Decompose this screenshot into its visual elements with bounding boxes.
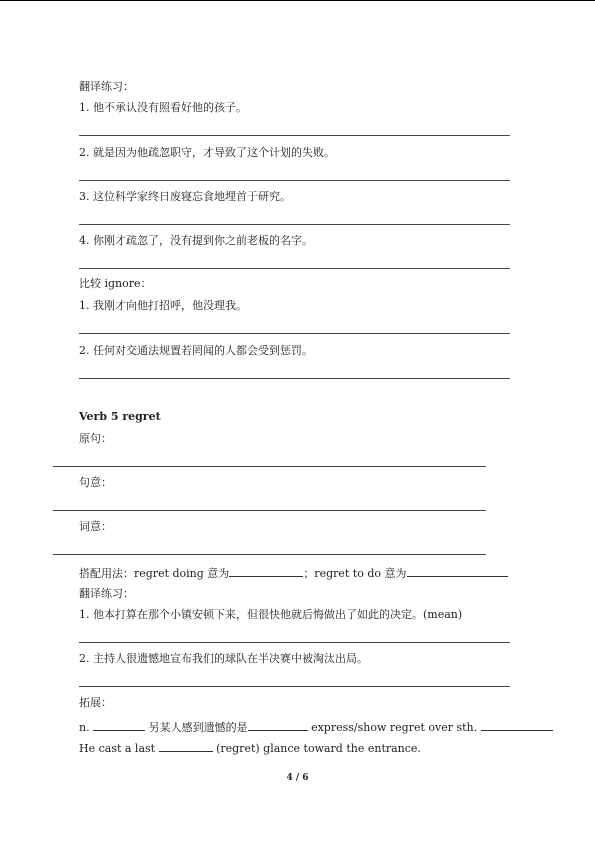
fill-blank[interactable] (481, 719, 553, 731)
section-title: Verb 5 regret (79, 410, 161, 423)
usage-line (79, 565, 508, 581)
answer-line[interactable] (79, 333, 510, 334)
ext-sentence-start: He cast a last (79, 742, 156, 755)
fill-blank[interactable] (159, 740, 213, 752)
top-rule (0, 0, 595, 1)
ext-sentence-end: (regret) glance toward the entrance. (216, 742, 421, 755)
exercise-item: 4. 你刚才疏忽了，没有提到你之前老板的名字。 (79, 234, 313, 247)
usage-prefix: 搭配用法：regret doing 意为 (79, 567, 230, 580)
extension-line-1 (79, 719, 553, 735)
extension-heading: 拓展： (79, 696, 112, 709)
answer-line[interactable] (79, 135, 510, 136)
fill-blank[interactable] (248, 719, 308, 731)
exercise-item: 2. 就是因为他疏忽职守，才导致了这个计划的失败。 (79, 146, 335, 159)
translation-heading: 翻译练习： (79, 80, 134, 93)
compare-item: 2. 任何对交通法规置若罔闻的人都会受到惩罚。 (79, 344, 313, 357)
compare-heading: 比较 ignore： (79, 277, 152, 290)
exercise-item: 3. 这位科学家终日废寝忘食地埋首于研究。 (79, 190, 291, 203)
answer-line[interactable] (79, 642, 510, 643)
answer-line[interactable] (79, 268, 510, 269)
translation-heading: 翻译练习： (79, 587, 134, 600)
original-sentence-label: 原句： (79, 432, 112, 445)
page-number: 4 / 6 (286, 773, 309, 783)
ext-noun-label: n. (79, 721, 90, 734)
ext-express: express/show regret over sth. (311, 721, 478, 734)
fill-blank[interactable] (93, 719, 145, 731)
answer-line[interactable] (79, 180, 510, 181)
ext-phrase: 另某人感到遗憾的是 (148, 721, 248, 734)
fill-blank[interactable] (229, 565, 303, 577)
answer-line[interactable] (79, 686, 510, 687)
exercise-item: 1. 他本打算在那个小镇安顿下来，但很快他就后悔做出了如此的决定。(mean) (79, 608, 463, 621)
exercise-item: 1. 他不承认没有照看好他的孩子。 (79, 101, 247, 114)
answer-line[interactable] (53, 554, 486, 555)
sentence-meaning-label: 句意： (79, 476, 112, 489)
fill-blank[interactable] (407, 565, 508, 577)
word-meaning-label: 词意： (79, 520, 112, 533)
usage-middle: ；regret to do 意为 (303, 567, 407, 580)
exercise-item: 2. 主持人很遗憾地宣布我们的球队在半决赛中被淘汰出局。 (79, 652, 368, 665)
extension-line-2 (79, 740, 421, 756)
compare-item: 1. 我刚才向他打招呼，他没理我。 (79, 299, 247, 312)
answer-line[interactable] (79, 224, 510, 225)
answer-line[interactable] (79, 378, 510, 379)
answer-line[interactable] (53, 510, 486, 511)
answer-line[interactable] (53, 466, 486, 467)
